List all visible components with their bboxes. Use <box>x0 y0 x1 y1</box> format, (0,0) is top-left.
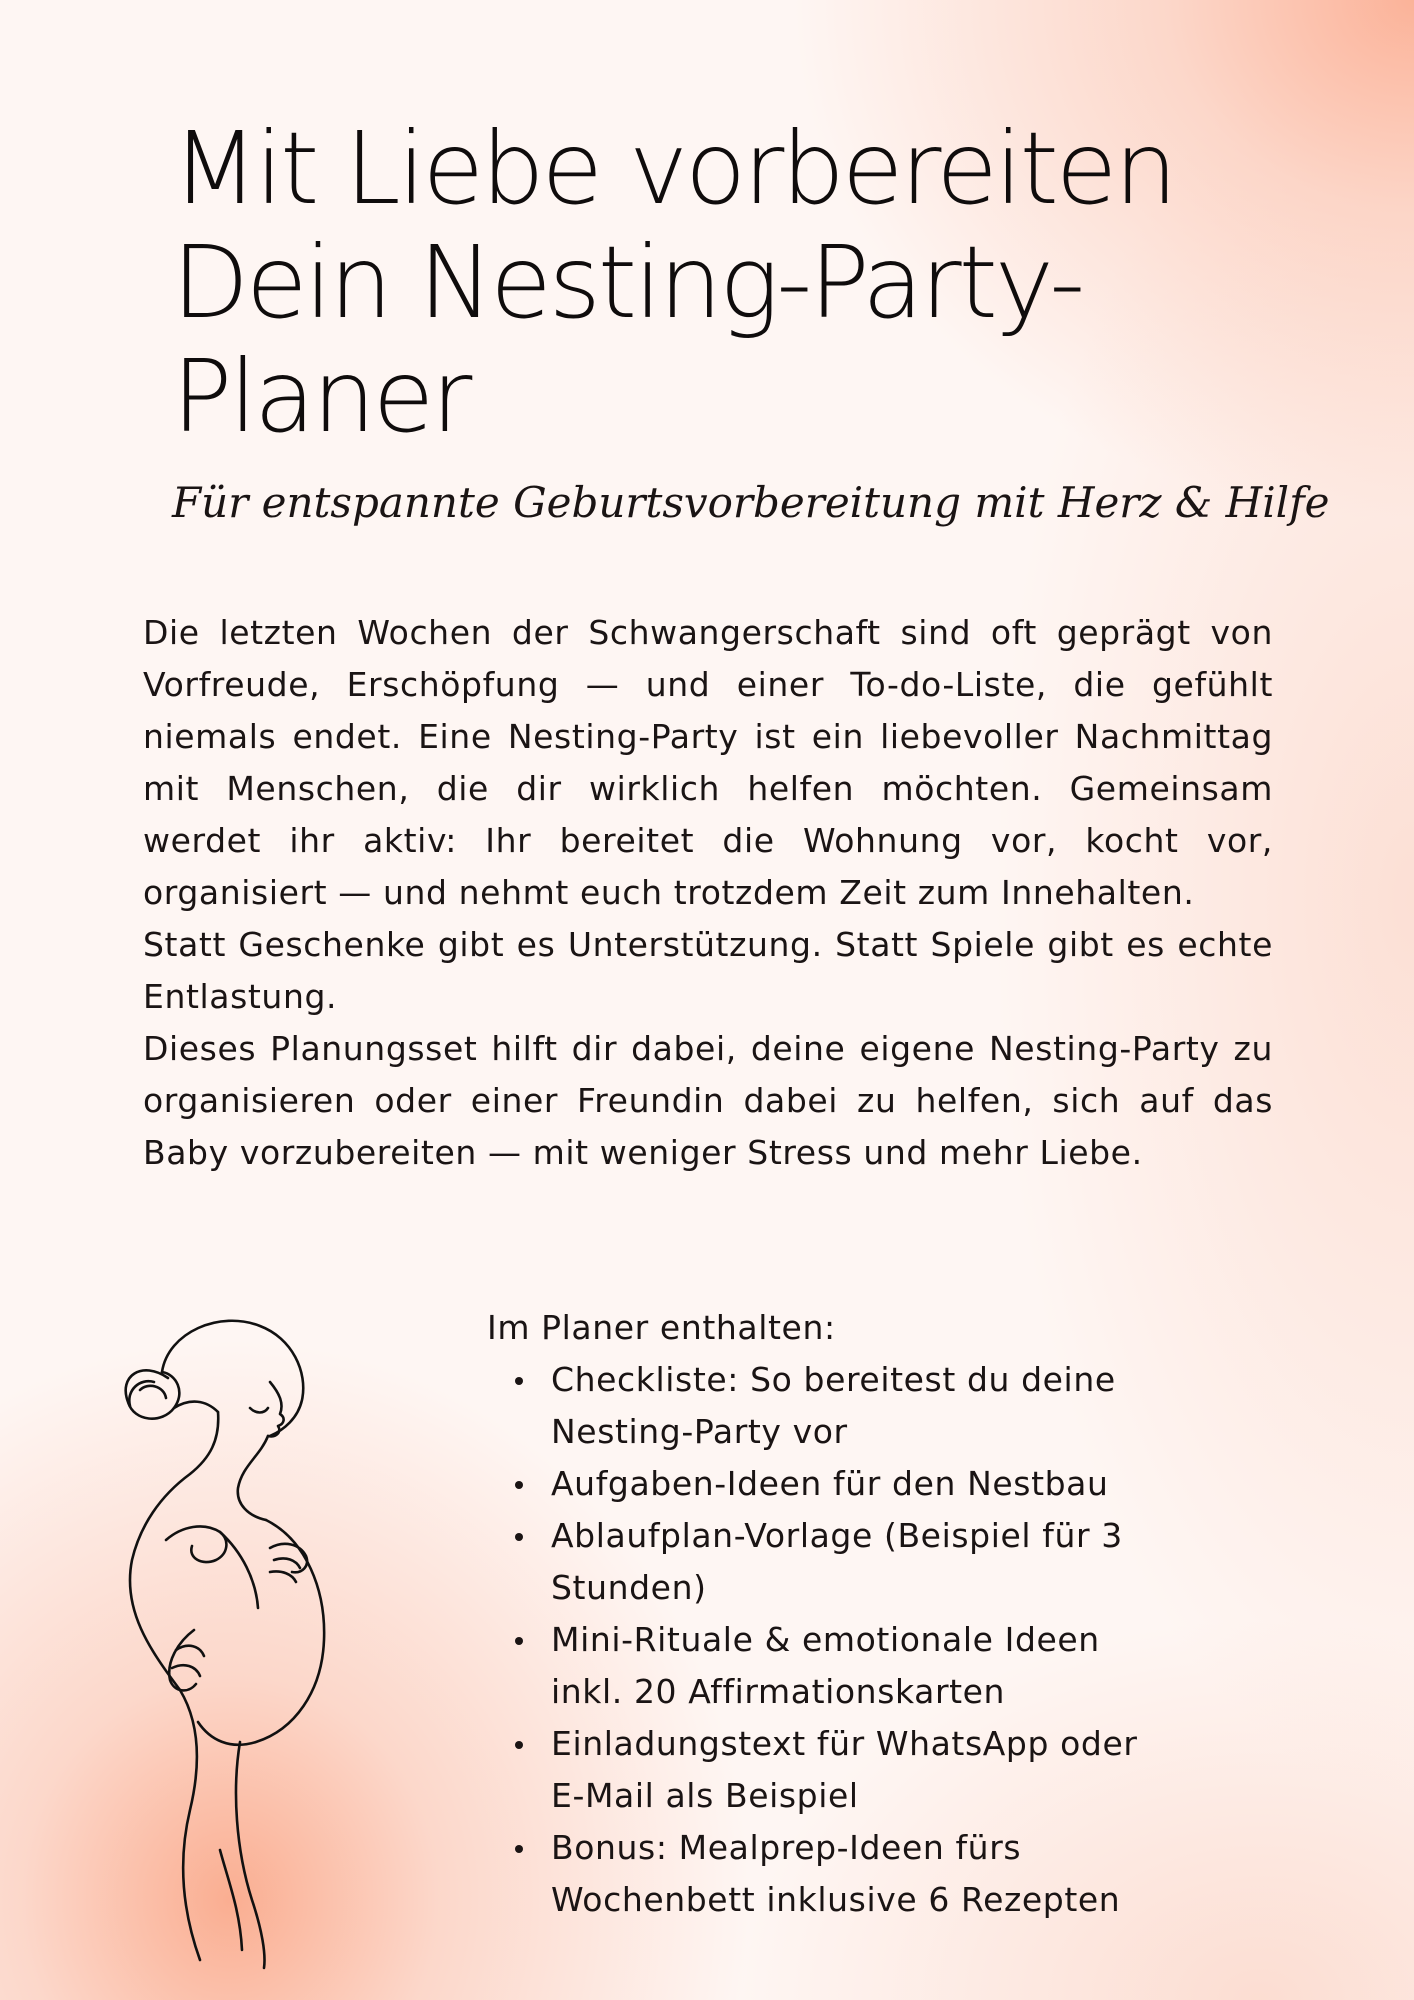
contents-section <box>487 1302 1287 1926</box>
intro-paragraph-3: Dieses Planungsset hilft dir dabei, deine eigene Nesting-Party zu organisieren oder einer Freundin dabei zu helfen, sich auf das Baby vorzubereiten — mit weniger Stress und mehr Liebe. <box>143 1029 1273 1172</box>
intro-paragraph-2: Statt Geschenke gibt es Unterstützung. Statt Spiele gibt es echte Entlastung. <box>143 925 1273 1016</box>
list-item: Bonus: Mealprep-Ideen fürs Wochenbett inklusive 6 Rezepten <box>487 1822 1151 1926</box>
list-item: Aufgaben-Ideen für den Nestbau <box>487 1458 1151 1510</box>
list-item: Checkliste: So bereitest du deine Nesting-Party vor <box>487 1354 1151 1458</box>
list-item: Mini-Rituale & emotionale Ideen inkl. 20 Affirmationskarten <box>487 1614 1151 1718</box>
title-line-2: Dein Nesting-Party- <box>172 224 1083 341</box>
intro-text <box>143 607 1273 1179</box>
intro-paragraph-1: Die letzten Wochen der Schwangerschaft sind oft geprägt von Vorfreude, Erschöpfung — und einer To-do-Liste, die gefühlt niemals endet. Eine Nesting-Party ist ein liebevoller Nachmittag mit Menschen, die dir wirklich helfen möchten. Gemeinsam werdet ihr aktiv: Ihr bereitet die Wohnung vor, kocht vor, organisiert — und nehmt euch trotzdem Zeit zum Innehalten. <box>143 613 1273 912</box>
list-item: Ablaufplan-Vorlage (Beispiel für 3 Stunden) <box>487 1510 1151 1614</box>
contents-list <box>487 1354 1287 1926</box>
title-line-3: Planer <box>172 338 470 455</box>
page-title <box>172 112 1332 454</box>
pregnant-woman-line-art-icon <box>70 1290 410 1970</box>
subtitle: Für entspannte Geburtsvorbereitung mit Herz & Hilfe <box>172 478 1330 527</box>
contents-heading: Im Planer enthalten: <box>487 1308 836 1347</box>
title-line-1: Mit Liebe vorbereiten <box>172 110 1175 227</box>
list-item: Einladungstext für WhatsApp oder E-Mail als Beispiel <box>487 1718 1151 1822</box>
